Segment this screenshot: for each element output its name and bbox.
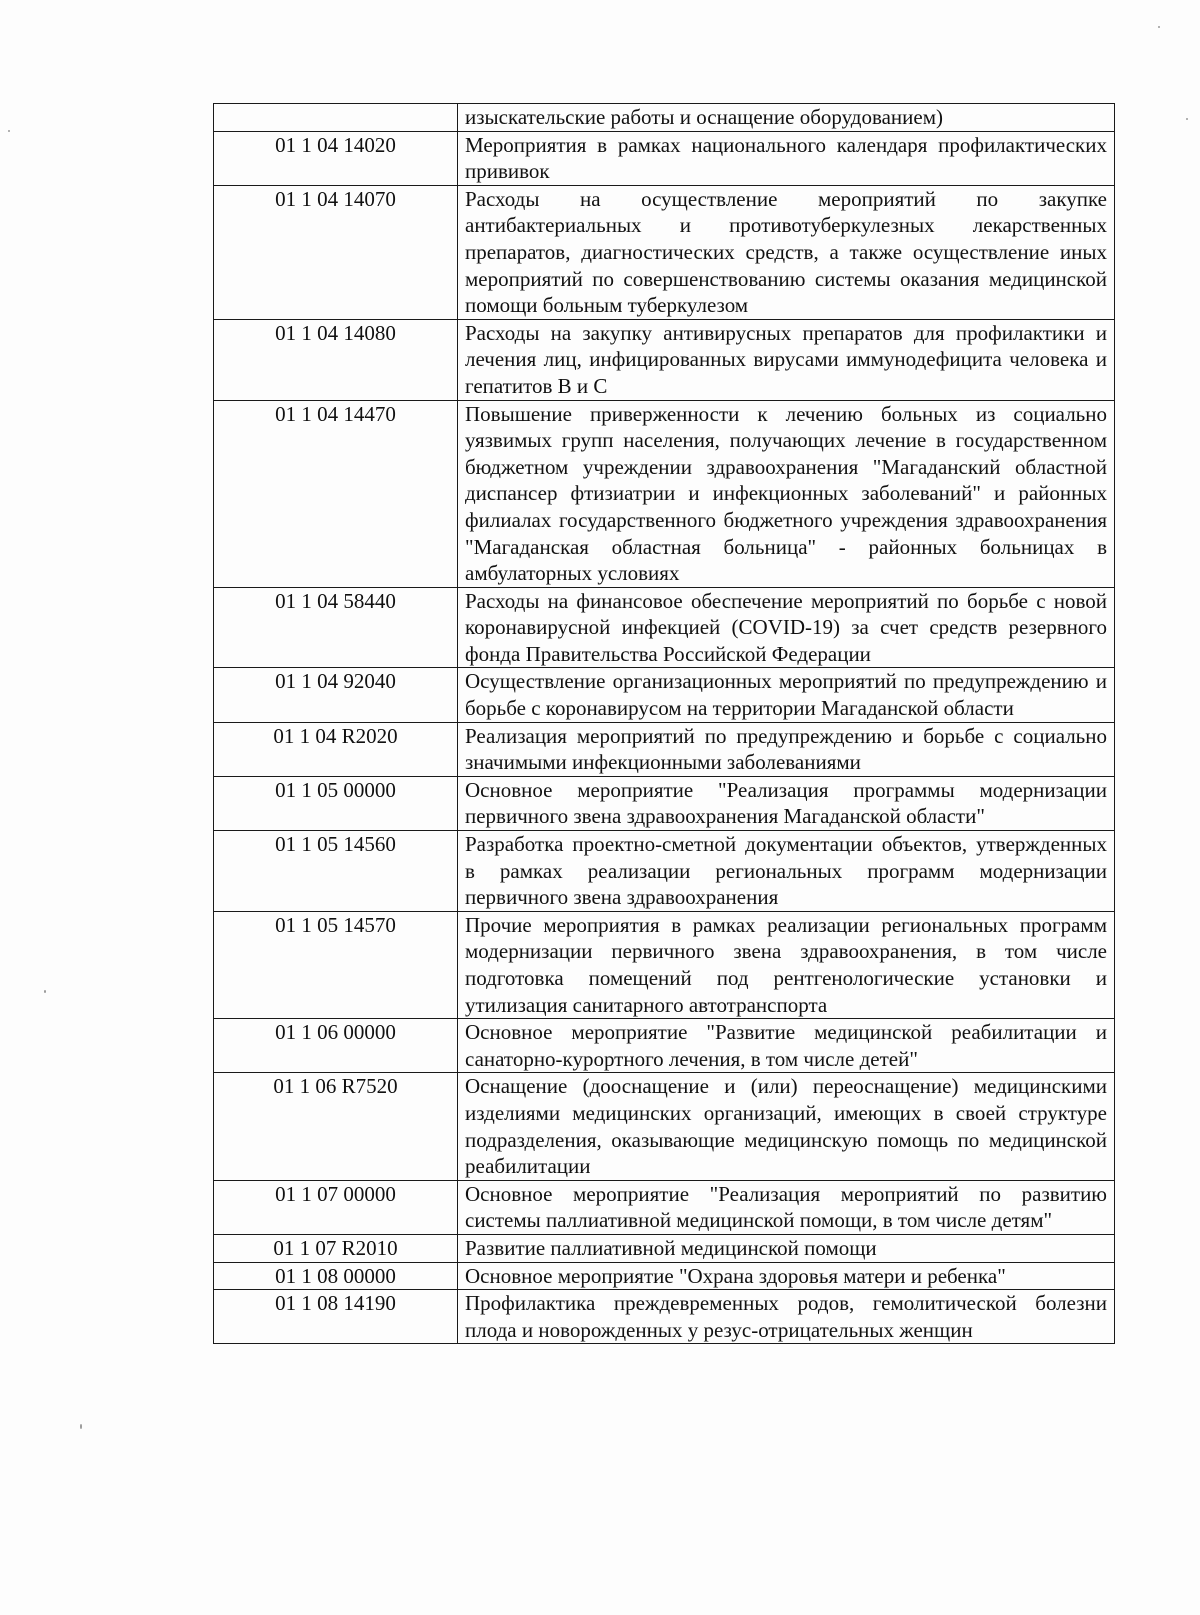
row-description-cell: Расходы на финансовое обеспечение мероприятий по борьбе с новой коронавирусной инфекцией (COVID-19) за счет средств резервного фонда Правительства Российской Федерации (458, 587, 1115, 668)
table-row (214, 831, 1115, 912)
scan-speck (8, 130, 10, 132)
table-row (214, 1019, 1115, 1073)
row-code-cell (214, 104, 458, 132)
scan-speck (44, 990, 46, 993)
row-description-cell: Расходы на закупку антивирусных препаратов для профилактики и лечения лиц, инфицированных вирусами иммунодефицита человека и гепатитов В и С (458, 319, 1115, 400)
row-description-cell: Развитие паллиативной медицинской помощи (458, 1234, 1115, 1262)
table-row (214, 1073, 1115, 1180)
table-row (214, 776, 1115, 830)
row-code-cell: 01 1 08 00000 (214, 1262, 458, 1290)
table-row (214, 587, 1115, 668)
row-description-cell: Основное мероприятие "Реализация мероприятий по развитию системы паллиативной медицинской помощи, в том числе детям" (458, 1180, 1115, 1234)
table-row (214, 185, 1115, 319)
table-row (214, 104, 1115, 132)
row-description-cell: Расходы на осуществление мероприятий по закупке антибактериальных и противотуберкулезных лекарственных препаратов, диагностических средств, а также осуществление иных мероприятий по совершенствованию системы оказания медицинской помощи больным туберкулезом (458, 185, 1115, 319)
row-description-cell: Основное мероприятие "Развитие медицинской реабилитации и санаторно-курортного лечения, в том числе детей" (458, 1019, 1115, 1073)
table-row (214, 1290, 1115, 1344)
row-description-cell: Мероприятия в рамках национального календаря профилактических прививок (458, 131, 1115, 185)
row-code-cell: 01 1 05 14560 (214, 831, 458, 912)
row-description-cell: Повышение приверженности к лечению больных из социально уязвимых групп населения, получающих лечение в государственном бюджетном учреждении здравоохранения "Магаданский областной диспансер фтизиатрии и инфекционных заболеваний" и районных филиалах государственного бюджетного учреждения здравоохранения "Магаданская областная больница" - районных больницах в амбулаторных условиях (458, 400, 1115, 587)
row-description-cell: Основное мероприятие "Охрана здоровья матери и ребенка" (458, 1262, 1115, 1290)
row-code-cell: 01 1 06 00000 (214, 1019, 458, 1073)
table-row (214, 722, 1115, 776)
scan-speck (80, 1424, 82, 1429)
scan-speck (1186, 118, 1188, 120)
row-code-cell: 01 1 07 R2010 (214, 1234, 458, 1262)
row-code-cell: 01 1 04 58440 (214, 587, 458, 668)
row-code-cell: 01 1 04 14080 (214, 319, 458, 400)
table-row (214, 400, 1115, 587)
table-row (214, 131, 1115, 185)
budget-code-table (213, 103, 1115, 1344)
row-code-cell: 01 1 05 14570 (214, 911, 458, 1018)
row-description-cell: Осуществление организационных мероприятий по предупреждению и борьбе с коронавирусом на территории Магаданской области (458, 668, 1115, 722)
table-row (214, 1234, 1115, 1262)
row-code-cell: 01 1 06 R7520 (214, 1073, 458, 1180)
row-code-cell: 01 1 04 14470 (214, 400, 458, 587)
row-description-cell: Разработка проектно-сметной документации объектов, утвержденных в рамках реализации региональных программ модернизации первичного звена здравоохранения (458, 831, 1115, 912)
row-code-cell: 01 1 04 92040 (214, 668, 458, 722)
row-description-cell: Прочие мероприятия в рамках реализации региональных программ модернизации первичного звена здравоохранения, в том числе подготовка помещений под рентгенологические установки и утилизация санитарного автотранспорта (458, 911, 1115, 1018)
table-row (214, 1180, 1115, 1234)
row-code-cell: 01 1 04 14020 (214, 131, 458, 185)
table-row (214, 1262, 1115, 1290)
table-row (214, 319, 1115, 400)
row-description-cell: Оснащение (дооснащение и (или) переоснащение) медицинскими изделиями медицинских организаций, имеющих в своей структуре подразделения, оказывающие медицинскую помощь по медицинской реабилитации (458, 1073, 1115, 1180)
row-description-cell: Основное мероприятие "Реализация программы модернизации первичного звена здравоохранения Магаданской области" (458, 776, 1115, 830)
table-row (214, 911, 1115, 1018)
row-description-cell: изыскательские работы и оснащение оборудованием) (458, 104, 1115, 132)
scan-speck (1158, 26, 1160, 28)
row-code-cell: 01 1 07 00000 (214, 1180, 458, 1234)
table-row (214, 668, 1115, 722)
row-code-cell: 01 1 05 00000 (214, 776, 458, 830)
row-code-cell: 01 1 04 R2020 (214, 722, 458, 776)
row-code-cell: 01 1 04 14070 (214, 185, 458, 319)
row-description-cell: Профилактика преждевременных родов, гемолитической болезни плода и новорожденных у резус-отрицательных женщин (458, 1290, 1115, 1344)
row-code-cell: 01 1 08 14190 (214, 1290, 458, 1344)
row-description-cell: Реализация мероприятий по предупреждению и борьбе с социально значимыми инфекционными заболеваниями (458, 722, 1115, 776)
